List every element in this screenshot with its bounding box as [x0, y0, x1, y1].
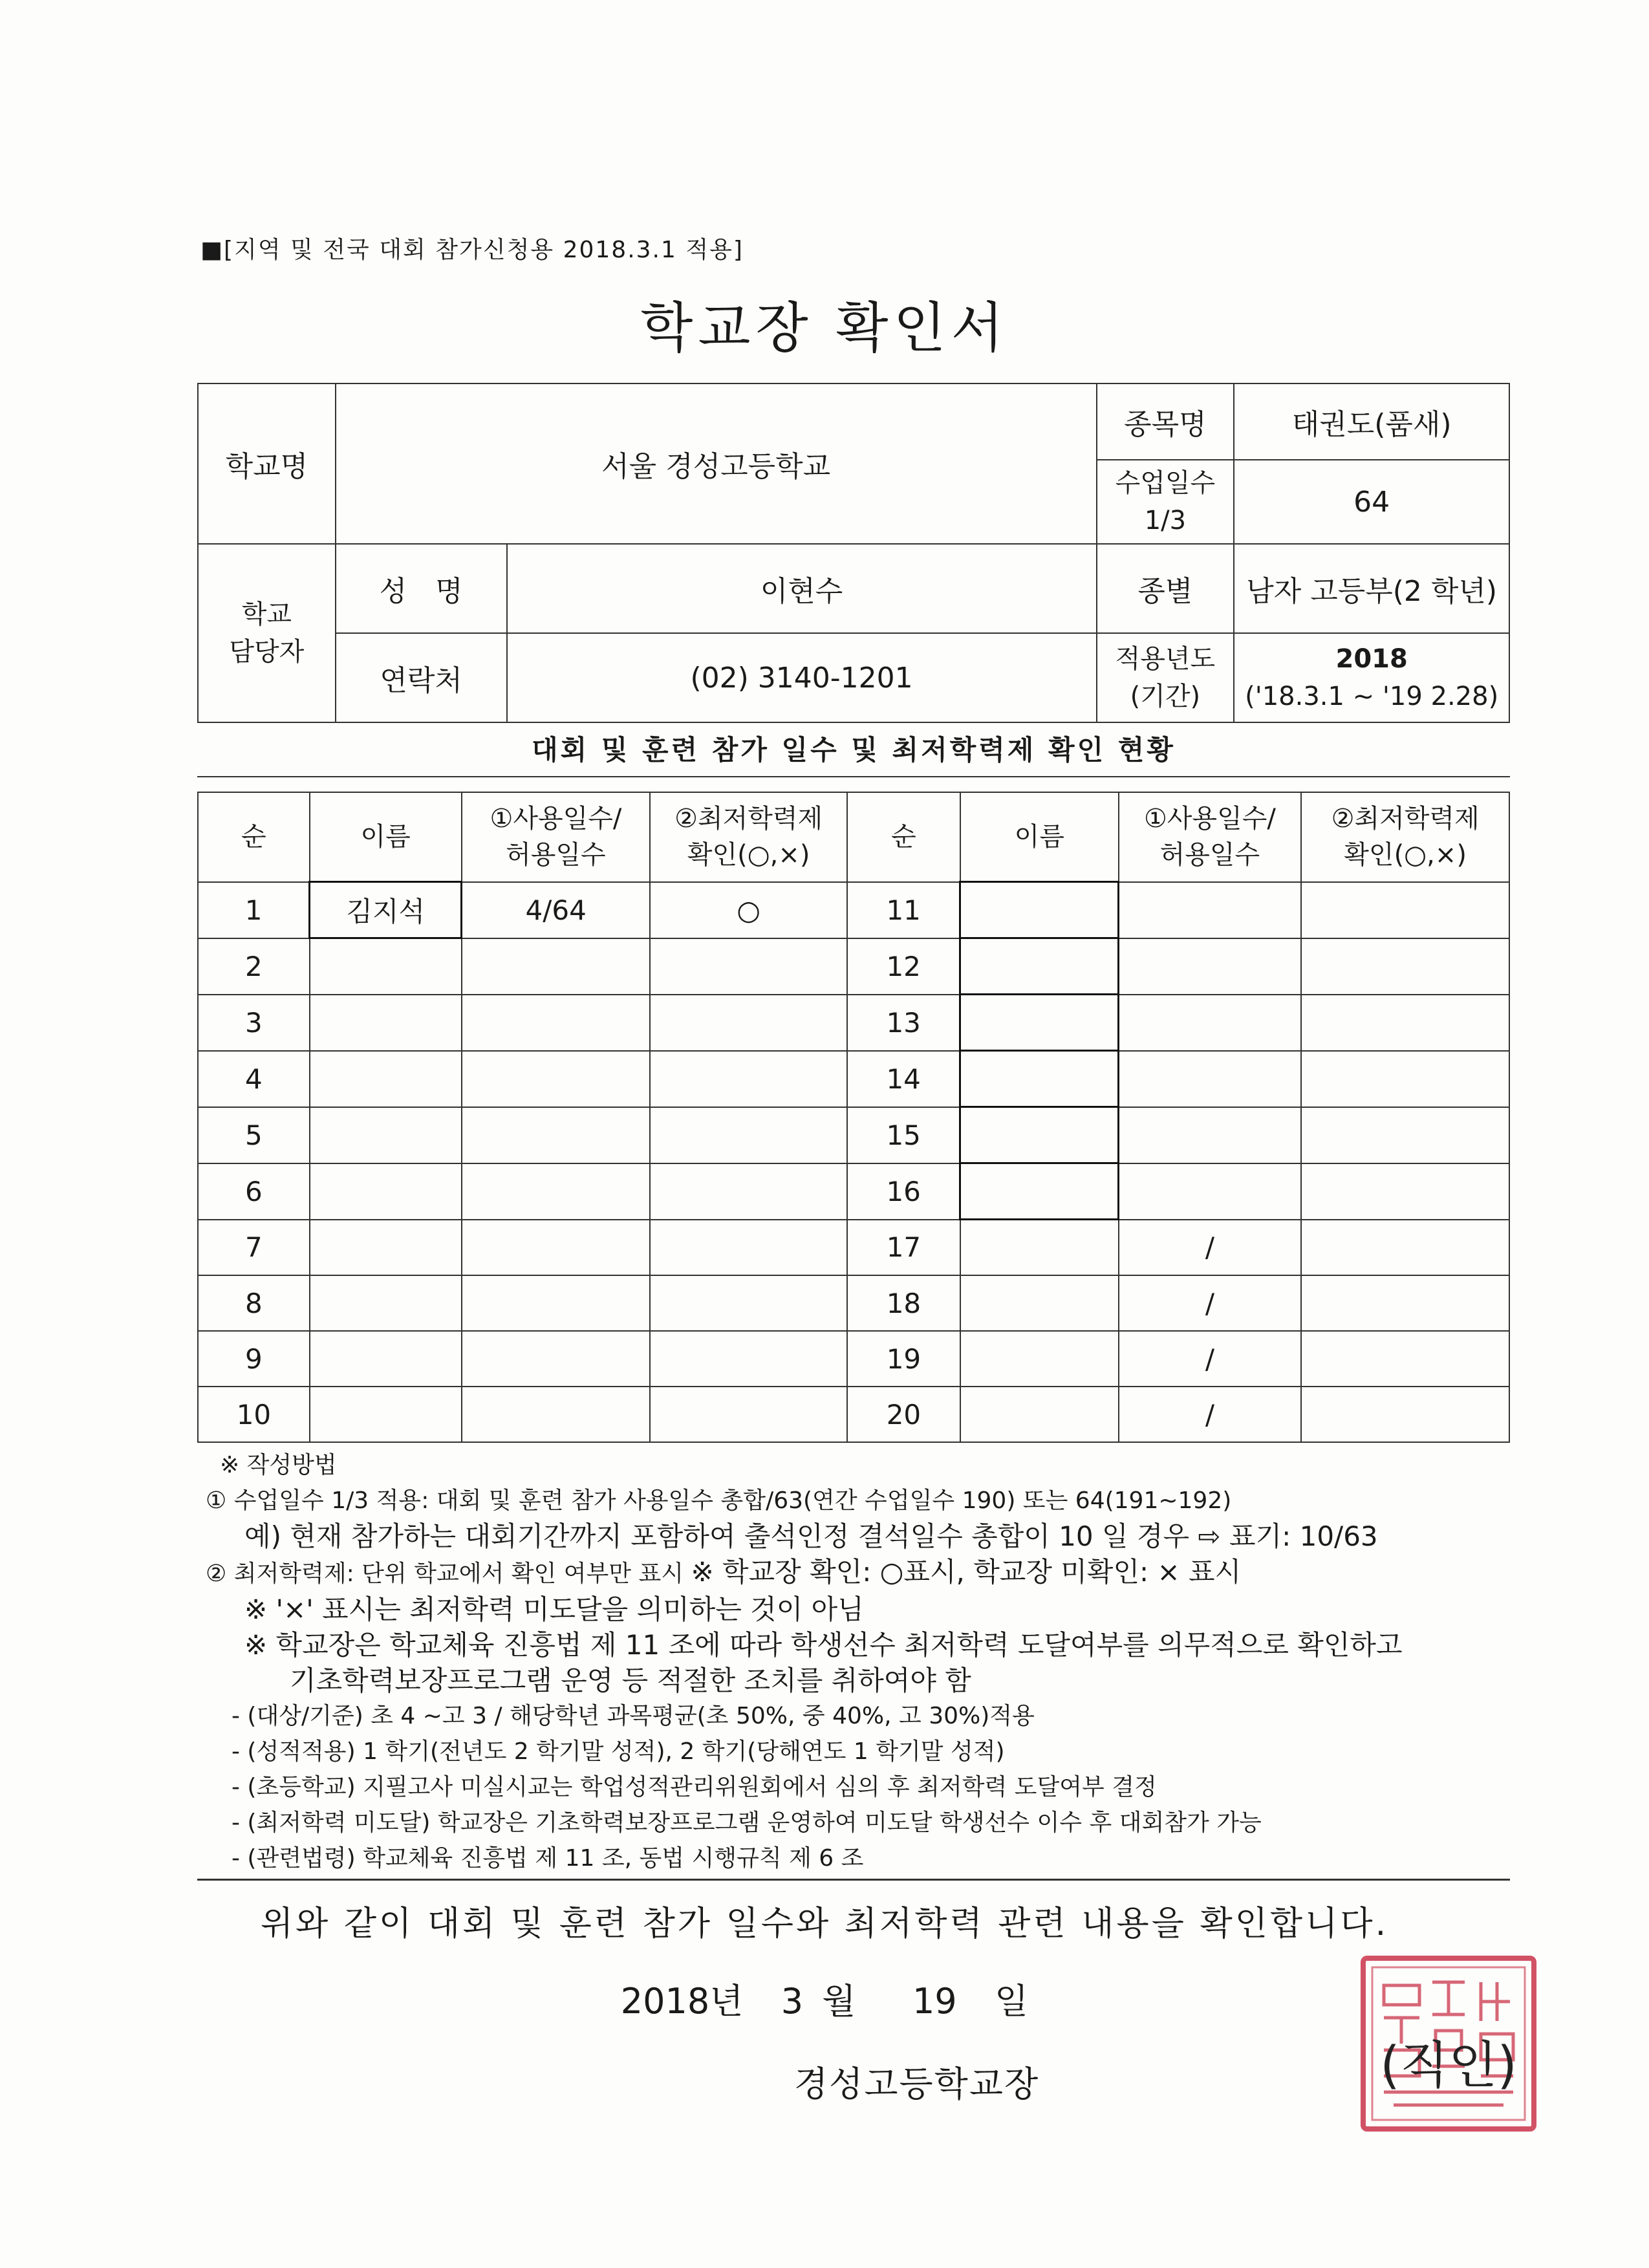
row-name — [960, 995, 1119, 1051]
row-no: 6 — [198, 1163, 310, 1220]
principal-signature-line: 경성고등학교장 — [794, 2064, 1040, 2104]
row-check — [650, 938, 847, 995]
row-name — [960, 1107, 1119, 1163]
row-days — [1119, 882, 1302, 938]
category-value: 남자 고등부(2 학년) — [1234, 544, 1509, 633]
note-2-line-3: ※ 학교장은 학교체육 진흥법 제 11 조에 따라 학생선수 최저학력 도달여부를 의무적으로 확인하고 — [244, 1629, 1403, 1661]
header-no: 순 — [198, 792, 310, 882]
header-name: 이름 — [960, 792, 1119, 882]
header-no: 순 — [847, 792, 960, 882]
row-name — [310, 1387, 462, 1442]
row-days — [1119, 1051, 1302, 1107]
row-name — [310, 938, 462, 995]
instructions-heading: ※ 작성방법 — [220, 1452, 337, 1478]
note-2-line-1: ② 최저학력제: 단위 학교에서 확인 여부만 표시 ※ 학교장 확인: ○표시, 학교장 미확인: × 표시 — [206, 1556, 1242, 1588]
row-check — [650, 1220, 847, 1276]
row-days — [1119, 1163, 1302, 1220]
row-name — [960, 882, 1119, 938]
roster-table — [197, 792, 1510, 1443]
row-check — [1301, 995, 1509, 1051]
row-check — [1301, 1163, 1509, 1220]
row-days: / — [1119, 1275, 1302, 1331]
row-days: 4/64 — [462, 882, 651, 938]
table-row — [198, 1163, 1509, 1220]
table-row — [198, 1107, 1509, 1163]
row-no: 19 — [847, 1331, 960, 1387]
detail-target: - (대상/기준) 초 4 ~고 3 / 해당학년 과목평균(초 50%, 중 40%, 고 30%)적용 — [232, 1703, 1035, 1729]
school-name-label: 학교명 — [198, 383, 336, 544]
row-check — [650, 1387, 847, 1442]
row-check — [1301, 882, 1509, 938]
row-check — [650, 1163, 847, 1220]
row-no: 5 — [198, 1107, 310, 1163]
row-no: 2 — [198, 938, 310, 995]
note-1-line-2: 예) 현재 참가하는 대회기간까지 포함하여 출석인정 결석일수 총합이 10 일 경우 ⇨ 표기: 10/63 — [244, 1520, 1378, 1552]
category-label: 종별 — [1097, 544, 1234, 633]
row-days — [462, 1275, 651, 1331]
row-name: 김지석 — [310, 882, 462, 938]
note-1-line-1: ① 수업일수 1/3 적용: 대회 및 훈련 참가 사용일수 총합/63(연간 수업일수 190) 또는 64(191~192) — [206, 1487, 1232, 1514]
header-days: ①사용일수/ 허용일수 — [1119, 792, 1302, 882]
detail-grades: - (성적적용) 1 학기(전년도 2 학기말 성적), 2 학기(당해연도 1 학기말 성적) — [232, 1738, 1005, 1765]
row-no: 18 — [847, 1275, 960, 1331]
row-name — [960, 1051, 1119, 1107]
row-name — [310, 1220, 462, 1276]
row-days — [462, 1163, 651, 1220]
row-no: 10 — [198, 1387, 310, 1442]
row-no: 1 — [198, 882, 310, 938]
table-row — [198, 882, 1509, 938]
row-name — [960, 1275, 1119, 1331]
form-usage-note: ■[지역 및 전국 대회 참가신청용 2018.3.1 적용] — [200, 237, 744, 263]
school-info-table — [197, 383, 1510, 723]
row-check — [1301, 1220, 1509, 1276]
row-days: / — [1119, 1220, 1302, 1276]
row-check — [650, 995, 847, 1051]
row-check — [650, 1107, 847, 1163]
school-staff-label: 학교 담당자 — [198, 544, 336, 722]
row-no: 11 — [847, 882, 960, 938]
staff-name-value: 이현수 — [507, 544, 1097, 633]
table-row — [198, 1220, 1509, 1276]
header-check: ②최저학력제 확인(○,×) — [650, 792, 847, 882]
divider — [197, 1879, 1510, 1881]
row-no: 13 — [847, 995, 960, 1051]
row-no: 3 — [198, 995, 310, 1051]
row-name — [960, 1331, 1119, 1387]
confirmation-statement: 위와 같이 대회 및 훈련 참가 일수와 최저학력 관련 내용을 확인합니다. — [260, 1905, 1389, 1943]
row-days: / — [1119, 1331, 1302, 1387]
table-row — [198, 1275, 1509, 1331]
contact-value: (02) 3140-1201 — [507, 633, 1097, 722]
row-no: 15 — [847, 1107, 960, 1163]
row-no: 12 — [847, 938, 960, 995]
instructions — [206, 1447, 1403, 1876]
row-days — [462, 1331, 651, 1387]
event-value: 태권도(품새) — [1234, 383, 1509, 460]
class-days-label: 수업일수 1/3 — [1097, 460, 1234, 544]
row-check — [1301, 1051, 1509, 1107]
row-name — [960, 1220, 1119, 1276]
row-name — [310, 1163, 462, 1220]
row-check — [650, 1275, 847, 1331]
table-row — [198, 938, 1509, 995]
row-days — [462, 1107, 651, 1163]
detail-laws: - (관련법령) 학교체육 진흥법 제 11 조, 동법 시행규칙 제 6 조 — [232, 1845, 864, 1872]
table-row — [198, 1387, 1509, 1442]
table-row — [198, 1331, 1509, 1387]
row-name — [310, 1275, 462, 1331]
row-name — [960, 1163, 1119, 1220]
header-days: ①사용일수/ 허용일수 — [462, 792, 651, 882]
row-days — [1119, 995, 1302, 1051]
row-no: 14 — [847, 1051, 960, 1107]
row-no: 4 — [198, 1051, 310, 1107]
row-name — [310, 1107, 462, 1163]
document-title: 학교장 확인서 — [640, 296, 1009, 360]
row-days: / — [1119, 1387, 1302, 1442]
row-no: 9 — [198, 1331, 310, 1387]
row-days — [1119, 938, 1302, 995]
row-days — [462, 1220, 651, 1276]
header-name: 이름 — [310, 792, 462, 882]
seal-label: (직인) — [1380, 2036, 1517, 2095]
header-check: ②최저학력제 확인(○,×) — [1301, 792, 1509, 882]
row-check — [1301, 1387, 1509, 1442]
row-check — [1301, 938, 1509, 995]
row-days — [1119, 1107, 1302, 1163]
row-days — [462, 1051, 651, 1107]
row-name — [960, 938, 1119, 995]
row-check — [650, 1051, 847, 1107]
row-check — [650, 1331, 847, 1387]
note-2-line-4: 기초학력보장프로그램 운영 등 적절한 조치를 취하여야 함 — [290, 1665, 971, 1696]
row-check — [1301, 1275, 1509, 1331]
table-row — [198, 1051, 1509, 1107]
row-check — [1301, 1107, 1509, 1163]
school-name-value: 서울 경성고등학교 — [336, 383, 1097, 544]
detail-below-minimum: - (최저학력 미도달) 학교장은 기초학력보장프로그램 운영하여 미도달 학생선수 이수 후 대회참가 가능 — [232, 1809, 1262, 1836]
row-no: 17 — [847, 1220, 960, 1276]
contact-label: 연락처 — [336, 633, 507, 722]
apply-year-label: 적용년도 (기간) — [1097, 633, 1234, 722]
row-no: 7 — [198, 1220, 310, 1276]
staff-name-label: 성 명 — [336, 544, 507, 633]
detail-elementary: - (초등학교) 지필고사 미실시교는 학업성적관리위원회에서 심의 후 최저학력 도달여부 결정 — [232, 1774, 1157, 1800]
row-no: 8 — [198, 1275, 310, 1331]
row-name — [960, 1387, 1119, 1442]
row-days — [462, 938, 651, 995]
row-check: ○ — [650, 882, 847, 938]
class-days-value: 64 — [1234, 460, 1509, 544]
note-2-line-2: ※ '×' 표시는 최저학력 미도달을 의미하는 것이 아님 — [244, 1593, 864, 1625]
row-name — [310, 1051, 462, 1107]
row-days — [462, 995, 651, 1051]
apply-year-value: 2018 ('18.3.1 ~ '19 2.28) — [1234, 633, 1509, 722]
official-seal-stamp — [1358, 1953, 1539, 2134]
table-row — [198, 995, 1509, 1051]
issue-date: 2018년 3 월 19 일 — [620, 1981, 1029, 2022]
event-label: 종목명 — [1097, 383, 1234, 460]
row-no: 16 — [847, 1163, 960, 1220]
row-name — [310, 1331, 462, 1387]
row-name — [310, 995, 462, 1051]
row-no: 20 — [847, 1387, 960, 1442]
row-days — [462, 1387, 651, 1442]
roster-title: 대회 및 훈련 참가 일수 및 최저학력제 확인 현황 — [197, 724, 1510, 777]
row-check — [1301, 1331, 1509, 1387]
